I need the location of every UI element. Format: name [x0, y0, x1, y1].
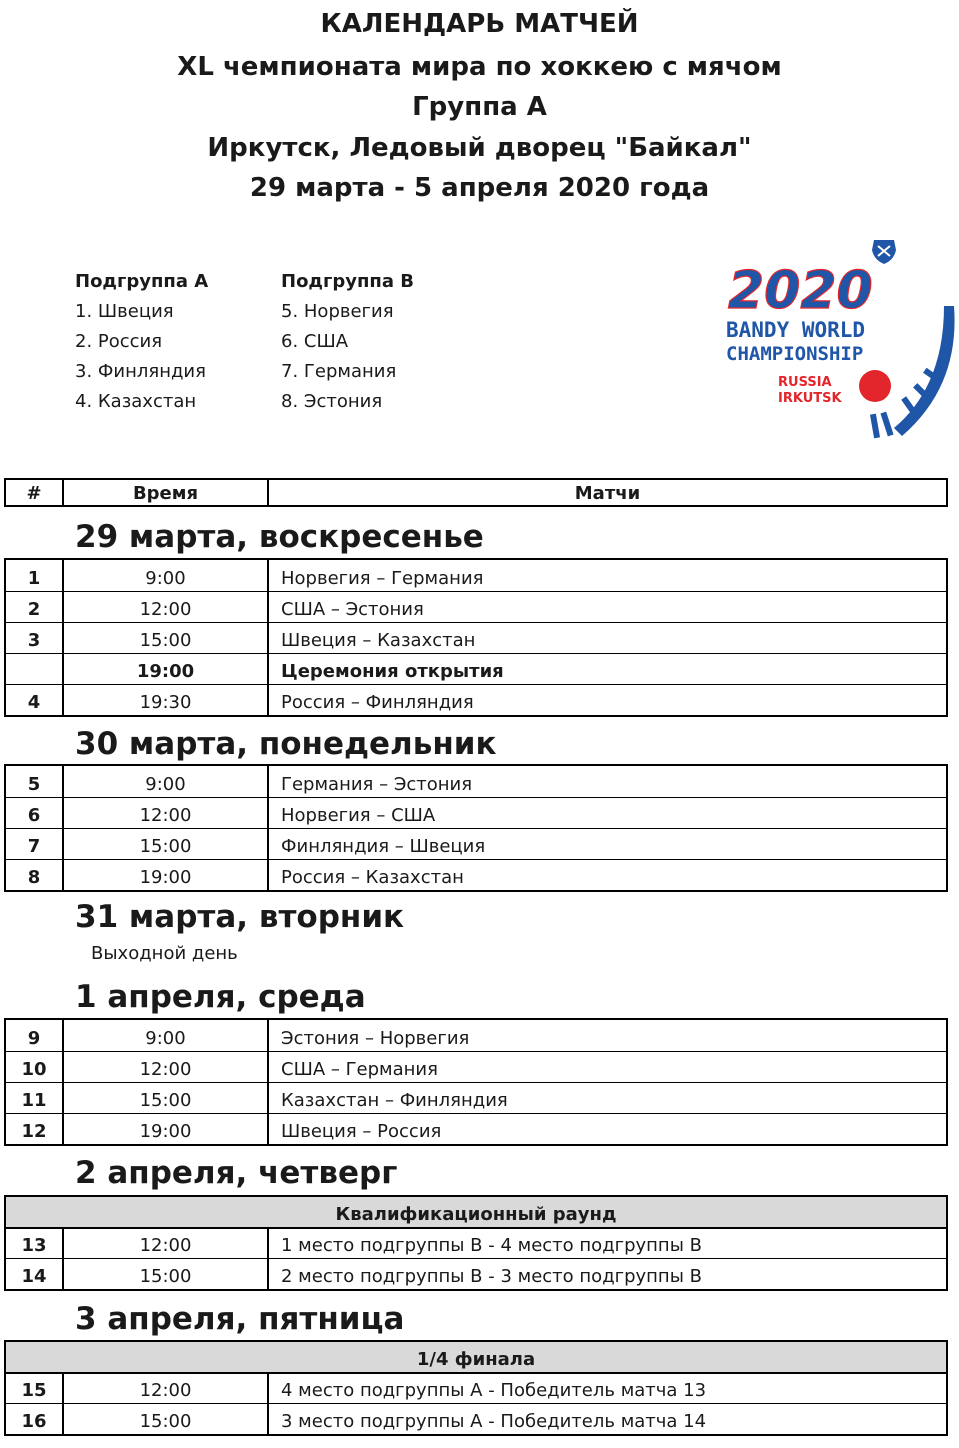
ball-icon [859, 370, 891, 402]
header-num: # [6, 480, 64, 505]
subgroup-a-team: 1. Швеция [75, 301, 174, 322]
table-row [6, 1258, 946, 1289]
match-time: 9:00 [64, 766, 269, 797]
table-row [6, 1372, 946, 1403]
subgroup-b-team: 7. Германия [281, 361, 397, 382]
table-row [6, 766, 946, 797]
day-heading: 1 апреля, среда [75, 979, 366, 1015]
logo-city1: RUSSIA [778, 375, 832, 390]
match-teams: 2 место подгруппы В - 3 место подгруппы В [281, 1266, 702, 1287]
match-time: 15:00 [64, 1404, 269, 1434]
subgroup-a-team: 3. Финляндия [75, 361, 206, 382]
match-time: 9:00 [64, 1020, 269, 1051]
match-teams: 4 место подгруппы А - Победитель матча 13 [281, 1380, 707, 1401]
subgroup-b-team: 6. США [281, 331, 349, 352]
match-teams: Норвегия – Германия [281, 568, 484, 589]
table-row [6, 591, 946, 622]
venue-title: Иркутск, Ледовый дворец "Байкал" [207, 133, 752, 163]
subgroup-a-team: 2. Россия [75, 331, 163, 352]
table-row [6, 1051, 946, 1082]
match-number: 13 [6, 1229, 64, 1258]
subgroup-a-heading: Подгруппа А [75, 271, 209, 292]
day-heading: 30 марта, понедельник [75, 726, 497, 762]
header-matches: Матчи [574, 483, 641, 504]
match-number: 16 [6, 1404, 64, 1434]
match-time: 12:00 [64, 1052, 269, 1082]
match-teams: США – Эстония [281, 599, 424, 620]
logo-line2: CHAMPIONSHIP [726, 343, 864, 365]
table-row [6, 1403, 946, 1434]
match-number: 15 [6, 1374, 64, 1403]
match-teams: Германия – Эстония [281, 774, 473, 795]
shield-icon [872, 240, 896, 264]
table-row [6, 1082, 946, 1113]
match-teams: 3 место подгруппы А - Победитель матча 14 [281, 1411, 707, 1432]
day-heading: 3 апреля, пятница [75, 1301, 405, 1337]
day-heading: 29 марта, воскресенье [75, 519, 484, 555]
match-number: 4 [6, 685, 64, 715]
table-row [6, 560, 946, 591]
match-teams: Швеция – Россия [281, 1121, 442, 1142]
match-teams: Россия – Финляндия [281, 692, 474, 713]
match-teams: Швеция – Казахстан [281, 630, 476, 651]
match-time: 19:30 [64, 685, 269, 715]
match-number: 6 [6, 798, 64, 828]
match-time: 15:00 [64, 1083, 269, 1113]
match-time: 19:00 [64, 860, 269, 890]
match-time: 19:00 [64, 654, 269, 684]
table-row [6, 797, 946, 828]
day-table [4, 1195, 948, 1291]
table-row [6, 1113, 946, 1144]
championship-title: XL чемпионата мира по хоккею с мячом [177, 52, 782, 82]
match-number: 9 [6, 1020, 64, 1051]
day-heading: 31 марта, вторник [75, 899, 405, 935]
schedule-header [4, 478, 948, 507]
table-row [6, 653, 946, 684]
match-time: 12:00 [64, 1229, 269, 1258]
subgroup-b-team: 8. Эстония [281, 391, 383, 412]
table-row [6, 622, 946, 653]
subgroup-b-heading: Подгруппа B [281, 271, 414, 292]
match-number: 11 [6, 1083, 64, 1113]
match-number: 1 [6, 560, 64, 591]
match-time: 19:00 [64, 1114, 269, 1144]
logo-year: 2020 [728, 261, 873, 321]
match-teams: Казахстан – Финляндия [281, 1090, 508, 1111]
match-time: 15:00 [64, 829, 269, 859]
logo-line1: BANDY WORLD [726, 318, 866, 342]
match-teams: Церемония открытия [281, 661, 504, 682]
day-heading: 2 апреля, четверг [75, 1155, 398, 1191]
match-number: 10 [6, 1052, 64, 1082]
match-time: 15:00 [64, 623, 269, 653]
match-time: 12:00 [64, 592, 269, 622]
subgroup-a-team: 4. Казахстан [75, 391, 197, 412]
table-row [6, 684, 946, 715]
round-band: Квалификационный раунд [6, 1197, 946, 1227]
subgroup-b [281, 267, 414, 417]
match-teams: Финляндия – Швеция [281, 836, 486, 857]
match-number: 5 [6, 766, 64, 797]
subgroup-a [75, 267, 208, 417]
match-number: 8 [6, 860, 64, 890]
dates-title: 29 марта - 5 апреля 2020 года [249, 173, 710, 203]
day-table [4, 1018, 948, 1146]
day-table [4, 558, 948, 717]
table-row [6, 1227, 946, 1258]
match-teams: США – Германия [281, 1059, 438, 1080]
match-teams: Норвегия – США [281, 805, 436, 826]
day-table [4, 1340, 948, 1436]
match-time: 9:00 [64, 560, 269, 591]
championship-logo [722, 236, 958, 446]
table-row [6, 828, 946, 859]
match-number [6, 654, 64, 684]
day-table [4, 764, 948, 892]
logo-city2: IRKUTSK [778, 391, 842, 406]
match-teams: 1 место подгруппы В - 4 место подгруппы В [281, 1235, 702, 1256]
header-time: Время [64, 480, 269, 505]
match-number: 14 [6, 1259, 64, 1289]
page-title: КАЛЕНДАРЬ МАТЧЕЙ [320, 9, 639, 39]
match-teams: Эстония – Норвегия [281, 1028, 470, 1049]
match-number: 12 [6, 1114, 64, 1144]
match-number: 2 [6, 592, 64, 622]
match-time: 15:00 [64, 1259, 269, 1289]
rest-day-note: Выходной день [91, 943, 238, 964]
round-band: 1/4 финала [6, 1342, 946, 1372]
match-number: 3 [6, 623, 64, 653]
match-time: 12:00 [64, 1374, 269, 1403]
match-time: 12:00 [64, 798, 269, 828]
table-row [6, 859, 946, 890]
group-title: Группа А [412, 92, 547, 122]
subgroup-b-team: 5. Норвегия [281, 301, 394, 322]
match-number: 7 [6, 829, 64, 859]
match-teams: Россия – Казахстан [281, 867, 464, 888]
table-row [6, 1020, 946, 1051]
